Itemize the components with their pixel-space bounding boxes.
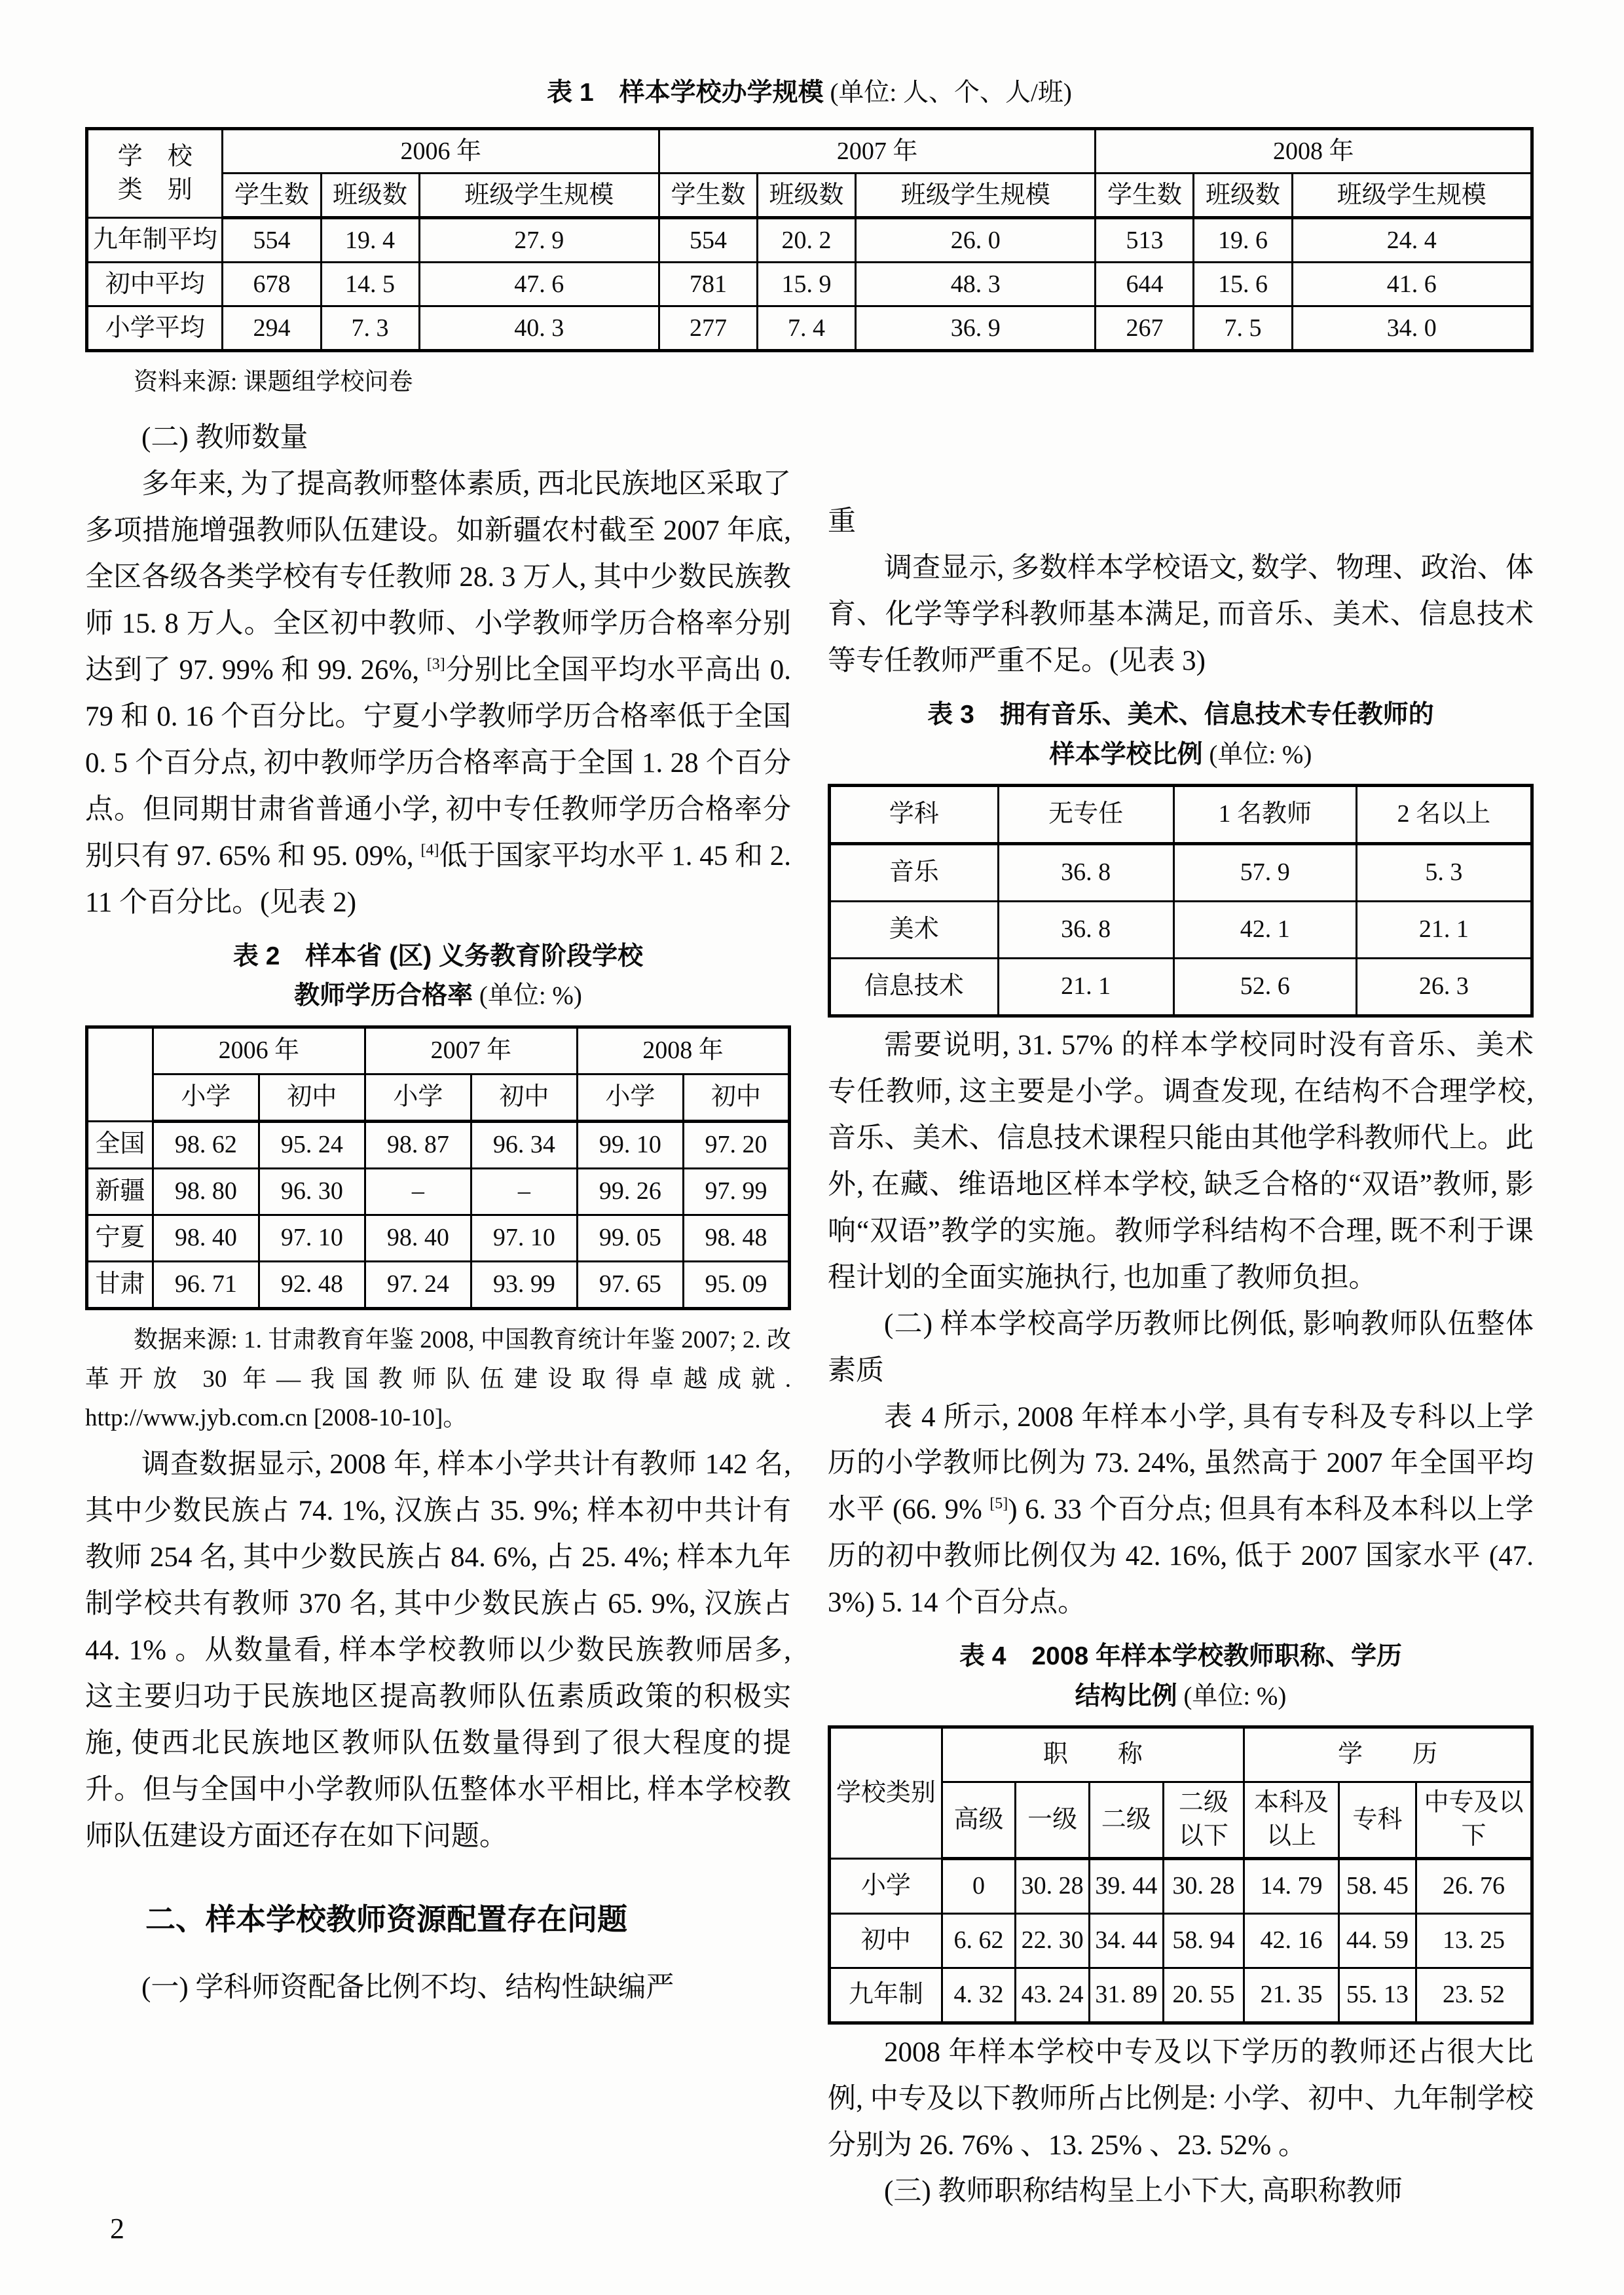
column-header: 班级数 xyxy=(758,174,856,218)
cell: 98. 62 xyxy=(153,1121,259,1168)
text-segment: 多年来, 为了提高教师整体素质, 西北民族地区采取了多项措施增强教师队伍建设。如新疆农村截至 2007 年底, 全区各级各类学校有专任教师 28. 3 万人, 其中少数民族教师 15. 8 万人。全区初中教师、小学教师学历合格率分别达到了 97. 99% 和 99. 26%, xyxy=(85,469,791,686)
cell: 57. 9 xyxy=(1173,844,1356,902)
column-header: 中专及以下 xyxy=(1416,1782,1532,1859)
table2-year-2007: 2007 年 xyxy=(365,1027,577,1074)
cell: 277 xyxy=(659,306,757,351)
column-header: 1 名教师 xyxy=(1173,786,1356,844)
row-label: 全国 xyxy=(87,1121,153,1168)
table2-title-line2 xyxy=(85,976,791,1016)
column-header: 学生数 xyxy=(223,174,321,218)
cell: 4. 32 xyxy=(942,1968,1016,2023)
table-row xyxy=(87,218,1532,263)
cell: 7. 5 xyxy=(1194,306,1292,351)
cell: 34. 0 xyxy=(1292,306,1532,351)
cell: 58. 94 xyxy=(1163,1913,1244,1968)
cell: 30. 28 xyxy=(1163,1858,1244,1913)
text-segment: 低于国家平均水平 1. 45 和 2. 11 个百分比。(见表 2) xyxy=(85,840,792,918)
table3-block xyxy=(828,695,1534,1018)
table2-title-line2-unit: (单位: %) xyxy=(479,982,582,1010)
column-header: 初中 xyxy=(259,1074,365,1121)
cell: 98. 40 xyxy=(153,1215,259,1261)
table3-title-line1: 表 3 拥有音乐、美术、信息技术专任教师的 xyxy=(927,701,1434,729)
row-label: 初中 xyxy=(830,1913,942,1968)
row-label: 新疆 xyxy=(87,1168,153,1215)
cell: 97. 65 xyxy=(577,1261,683,1308)
cell: 14. 79 xyxy=(1244,1858,1339,1913)
cell: 92. 48 xyxy=(259,1261,365,1308)
column-header: 初中 xyxy=(683,1074,789,1121)
table1-source-note: 资料来源: 课题组学校问卷 xyxy=(134,369,413,396)
cell: 96. 71 xyxy=(153,1261,259,1308)
cell: 40. 3 xyxy=(419,306,659,351)
cell: 678 xyxy=(223,263,321,306)
cell: 48. 3 xyxy=(856,263,1096,306)
table2 xyxy=(85,1025,791,1310)
table-row xyxy=(87,263,1532,306)
table2-title-line2-main: 教师学历合格率 xyxy=(294,982,473,1010)
cell: 30. 28 xyxy=(1016,1858,1090,1913)
table1-title xyxy=(85,73,1534,113)
cell: 99. 10 xyxy=(577,1121,683,1168)
cell: 55. 13 xyxy=(1338,1968,1416,2023)
row-label: 九年制平均 xyxy=(87,218,223,263)
cell: 0 xyxy=(942,1858,1016,1913)
cell: 781 xyxy=(659,263,757,306)
cell: 21. 1 xyxy=(998,959,1173,1016)
cell: 98. 48 xyxy=(683,1215,789,1261)
cell: 97. 20 xyxy=(683,1121,789,1168)
column-header: 小学 xyxy=(365,1074,471,1121)
text-segment: ) 6. 33 个百分点; 但具有本科及本科以上学历的初中教师比例仅为 42. 16%, 低于 2007 国家水平 (47. 3%) 5. 14 个百分点。 xyxy=(828,1494,1534,1619)
table2-title-line1: 表 2 样本省 (区) 义务教育阶段学校 xyxy=(232,942,644,970)
table-row xyxy=(87,306,1532,351)
cell: 99. 26 xyxy=(577,1168,683,1215)
table1-corner-line1: 学 校 xyxy=(117,143,193,171)
cell: 554 xyxy=(223,218,321,263)
cell: 26. 0 xyxy=(856,218,1096,263)
column-header: 学生数 xyxy=(659,174,757,218)
paragraph: 需要说明, 31. 57% 的样本学校同时没有音乐、美术专任教师, 这主要是小学。调查发现, 在结构不合理学校, 音乐、美术、信息技术课程只能由其他学科教师代上。此外, 在藏、维语地区样本学校, 缺乏合格的“双语”教师, 影响“双语”教学的实施。教师学科结构不合理, 既不利于课程计划的全面实施执行, 也加重了教师负担。 xyxy=(828,1030,1534,1293)
cell: 36. 8 xyxy=(998,844,1173,902)
row-label: 甘肃 xyxy=(87,1261,153,1308)
two-column-text xyxy=(85,415,1534,2215)
right-column xyxy=(828,415,1534,2215)
cell: 44. 59 xyxy=(1338,1913,1416,1968)
section2-heading: 二、样本学校教师资源配置存在问题 xyxy=(145,1901,627,1936)
table1-year-header-row xyxy=(87,129,1532,174)
table-row xyxy=(830,1913,1532,1968)
row-label: 九年制 xyxy=(830,1968,942,2023)
cell: 14. 5 xyxy=(321,263,419,306)
table3-title-line2-main: 样本学校比例 xyxy=(1049,740,1203,769)
table4-group-degree: 学 历 xyxy=(1244,1727,1532,1782)
row-label: 信息技术 xyxy=(830,959,999,1016)
cell: 27. 9 xyxy=(419,218,659,263)
cell: 97. 24 xyxy=(365,1261,471,1308)
column-header: 小学 xyxy=(153,1074,259,1121)
table-row xyxy=(830,959,1532,1016)
cell: 36. 9 xyxy=(856,306,1096,351)
table4-group-header-row xyxy=(830,1727,1532,1782)
table-row xyxy=(87,1261,790,1308)
table1-year-2006: 2006 年 xyxy=(223,129,659,174)
text-segment: 表 4 所示, 2008 年样本小学, 具有专科及专科以上学历的小学教师比例为 73. 24%, 虽然高于 2007 年全国平均水平 (66. 9% xyxy=(828,1401,1534,1526)
column-header: 二级以下 xyxy=(1163,1782,1244,1859)
column-header: 高级 xyxy=(942,1782,1016,1859)
cell: 5. 3 xyxy=(1356,844,1532,902)
paragraph: 调查数据显示, 2008 年, 样本小学共计有教师 142 名, 其中少数民族占 74. 1%, 汉族占 35. 9%; 样本初中共计有教师 254 名, 其中少数民族占 84. 6%, 占 25. 4%; 样本九年制学校共有教师 370 名, 其中少数民族占 65. 9%, 汉族占 44. 1% 。从数量看, 样本学校教师以少数民族教师居多, 这主要归功于民族地区提高教师队伍素质政策的积极实施, 使西北民族地区教师队伍数量得到了很大程度的提升。但与全国中小学教师队伍整体水平相比, 样本学校教师队伍建设方面还存在如下问题。 xyxy=(85,1449,791,1852)
column-header: 二级 xyxy=(1089,1782,1163,1859)
cell: 95. 24 xyxy=(259,1121,365,1168)
table3-title xyxy=(828,695,1534,775)
column-header: 班级数 xyxy=(1194,174,1292,218)
table1-year-2007: 2007 年 xyxy=(659,129,1095,174)
table-row xyxy=(830,1968,1532,2023)
cell: 19. 6 xyxy=(1194,218,1292,263)
cell: 97. 10 xyxy=(471,1215,577,1261)
table4 xyxy=(828,1725,1534,2025)
cell: 34. 44 xyxy=(1089,1913,1163,1968)
cell: 96. 30 xyxy=(259,1168,365,1215)
cell: 97. 99 xyxy=(683,1168,789,1215)
cell: 294 xyxy=(223,306,321,351)
cell: 13. 25 xyxy=(1416,1913,1532,1968)
table2-year-header-row xyxy=(87,1027,790,1074)
cell: 20. 55 xyxy=(1163,1968,1244,2023)
table4-title-line2-main: 结构比例 xyxy=(1075,1681,1177,1710)
cell: 39. 44 xyxy=(1089,1858,1163,1913)
footnote-ref-5: [5] xyxy=(989,1496,1008,1513)
row-label: 初中平均 xyxy=(87,263,223,306)
cell: 23. 52 xyxy=(1416,1968,1532,2023)
cell: – xyxy=(365,1168,471,1215)
text-segment: 分别比全国平均水平高出 0. 79 和 0. 16 个百分比。宁夏小学教师学历合格率低于全国 0. 5 个百分点, 初中教师学历合格率高于全国 1. 28 个百分点。但同期甘肃省普通小学, 初中专任教师学历合格率分别只有 97. 65% 和 95. 09%, xyxy=(85,655,792,872)
cell: 26. 3 xyxy=(1356,959,1532,1016)
table1-corner-cell xyxy=(87,129,223,218)
cell: 36. 8 xyxy=(998,902,1173,959)
cell: 96. 34 xyxy=(471,1121,577,1168)
cell: 513 xyxy=(1096,218,1194,263)
column-header: 2 名以上 xyxy=(1356,786,1532,844)
column-header: 班级学生规模 xyxy=(856,174,1096,218)
cell: 95. 09 xyxy=(683,1261,789,1308)
row-label: 宁夏 xyxy=(87,1215,153,1261)
column-header: 初中 xyxy=(471,1074,577,1121)
cell: 98. 40 xyxy=(365,1215,471,1261)
subsection-heading-3: (三) 教师职称结构呈上小下大, 高职称教师 xyxy=(884,2176,1403,2207)
table4-corner-cell: 学校类别 xyxy=(830,1727,942,1859)
table4-title-line2-unit: (单位: %) xyxy=(1183,1681,1287,1710)
table2-year-2006: 2006 年 xyxy=(153,1027,365,1074)
table4-title-line1: 表 4 2008 年样本学校教师职称、学历 xyxy=(959,1642,1403,1671)
cell: 15. 9 xyxy=(758,263,856,306)
table2-corner-cell xyxy=(87,1027,153,1121)
cell: 99. 05 xyxy=(577,1215,683,1261)
column-header: 班级学生规模 xyxy=(1292,174,1532,218)
cell: 31. 89 xyxy=(1089,1968,1163,2023)
page-number: 2 xyxy=(110,2212,124,2245)
cell: 7. 3 xyxy=(321,306,419,351)
cell: 43. 24 xyxy=(1016,1968,1090,2023)
table4-title xyxy=(828,1637,1534,1716)
left-column xyxy=(85,415,791,2215)
cell: 98. 80 xyxy=(153,1168,259,1215)
cell: 6. 62 xyxy=(942,1913,1016,1968)
table2-year-2008: 2008 年 xyxy=(577,1027,789,1074)
table-row xyxy=(87,1215,790,1261)
footnote-ref-4: [4] xyxy=(420,841,439,859)
paragraph: 调查显示, 多数样本学校语文, 数学、物理、政治、体育、化学等学科教师基本满足, 而音乐、美术、信息技术等专任教师严重不足。(见表 3) xyxy=(828,553,1534,677)
cell: 42. 1 xyxy=(1173,902,1356,959)
cell: 21. 1 xyxy=(1356,902,1532,959)
table1-sub-header-row xyxy=(87,174,1532,218)
table2-sub-header-row xyxy=(87,1074,790,1121)
column-header: 无专任 xyxy=(998,786,1173,844)
cell: 644 xyxy=(1096,263,1194,306)
subsection-heading-2b: (二) 样本学校高学历教师比例低, 影响教师队伍整体素质 xyxy=(828,1308,1534,1386)
column-header: 专科 xyxy=(1338,1782,1416,1859)
paragraph: 2008 年样本学校中专及以下学历的教师还占很大比例, 中专及以下教师所占比例是: 小学、初中、九年制学校分别为 26. 76% 、13. 25% 、23. 52% 。 xyxy=(828,2036,1534,2161)
paragraph xyxy=(828,1395,1534,1627)
cell: 554 xyxy=(659,218,757,263)
table3-title-line2 xyxy=(828,735,1534,775)
table-row xyxy=(830,902,1532,959)
cell: 98. 87 xyxy=(365,1121,471,1168)
table1-corner-line2: 类 别 xyxy=(117,176,193,204)
paragraph xyxy=(85,462,791,926)
cell: 267 xyxy=(1096,306,1194,351)
cell: 7. 4 xyxy=(758,306,856,351)
table2-block xyxy=(85,937,791,1310)
table3-header-row xyxy=(830,786,1532,844)
cell: 97. 10 xyxy=(259,1215,365,1261)
table4-group-title: 职 称 xyxy=(942,1727,1244,1782)
column-header: 学生数 xyxy=(1096,174,1194,218)
column-header: 一级 xyxy=(1016,1782,1090,1859)
cell: 22. 30 xyxy=(1016,1913,1090,1968)
cell: 21. 35 xyxy=(1244,1968,1339,2023)
column-header: 小学 xyxy=(577,1074,683,1121)
cell: 52. 6 xyxy=(1173,959,1356,1016)
table-row xyxy=(830,1858,1532,1913)
table2-source-note: 数据来源: 1. 甘肃教育年鉴 2008, 中国教育统计年鉴 2007; 2. 改革开放 30 年—我国教师队伍建设取得卓越成就. http://www.jyb.com.cn [2008-10-10]。 xyxy=(85,1326,791,1432)
table-row xyxy=(830,844,1532,902)
table1-title-main: 表 1 样本学校办学规模 xyxy=(547,79,824,107)
row-label: 小学 xyxy=(830,1858,942,1913)
cell: 41. 6 xyxy=(1292,263,1532,306)
cell: 42. 16 xyxy=(1244,1913,1339,1968)
column-header: 班级数 xyxy=(321,174,419,218)
cell: 93. 99 xyxy=(471,1261,577,1308)
table-row xyxy=(87,1168,790,1215)
column-header: 学科 xyxy=(830,786,999,844)
table-row xyxy=(87,1121,790,1168)
table4-title-line2 xyxy=(828,1677,1534,1716)
cell: 24. 4 xyxy=(1292,218,1532,263)
table3 xyxy=(828,784,1534,1018)
cell: 58. 45 xyxy=(1338,1858,1416,1913)
footnote-ref-3: [3] xyxy=(426,655,445,673)
cell: 19. 4 xyxy=(321,218,419,263)
table4-block xyxy=(828,1637,1534,2024)
subsection-heading-1: (一) 学科师资配备比例不均、结构性缺编严 xyxy=(141,1972,674,2003)
cell: 47. 6 xyxy=(419,263,659,306)
row-label: 美术 xyxy=(830,902,999,959)
table1 xyxy=(85,127,1534,352)
cell: 15. 6 xyxy=(1194,263,1292,306)
column-header: 班级学生规模 xyxy=(419,174,659,218)
subsection-heading-2: (二) 教师数量 xyxy=(141,422,308,454)
cell: 20. 2 xyxy=(758,218,856,263)
row-label: 音乐 xyxy=(830,844,999,902)
table3-title-line2-unit: (单位: %) xyxy=(1209,740,1312,769)
cell: – xyxy=(471,1168,577,1215)
continuation-text: 重 xyxy=(828,506,856,538)
row-label: 小学平均 xyxy=(87,306,223,351)
table2-title xyxy=(85,937,791,1016)
table1-title-unit: (单位: 人、个、人/班) xyxy=(830,79,1072,107)
column-header: 本科及以上 xyxy=(1244,1782,1339,1859)
cell: 26. 76 xyxy=(1416,1858,1532,1913)
table1-year-2008: 2008 年 xyxy=(1096,129,1532,174)
